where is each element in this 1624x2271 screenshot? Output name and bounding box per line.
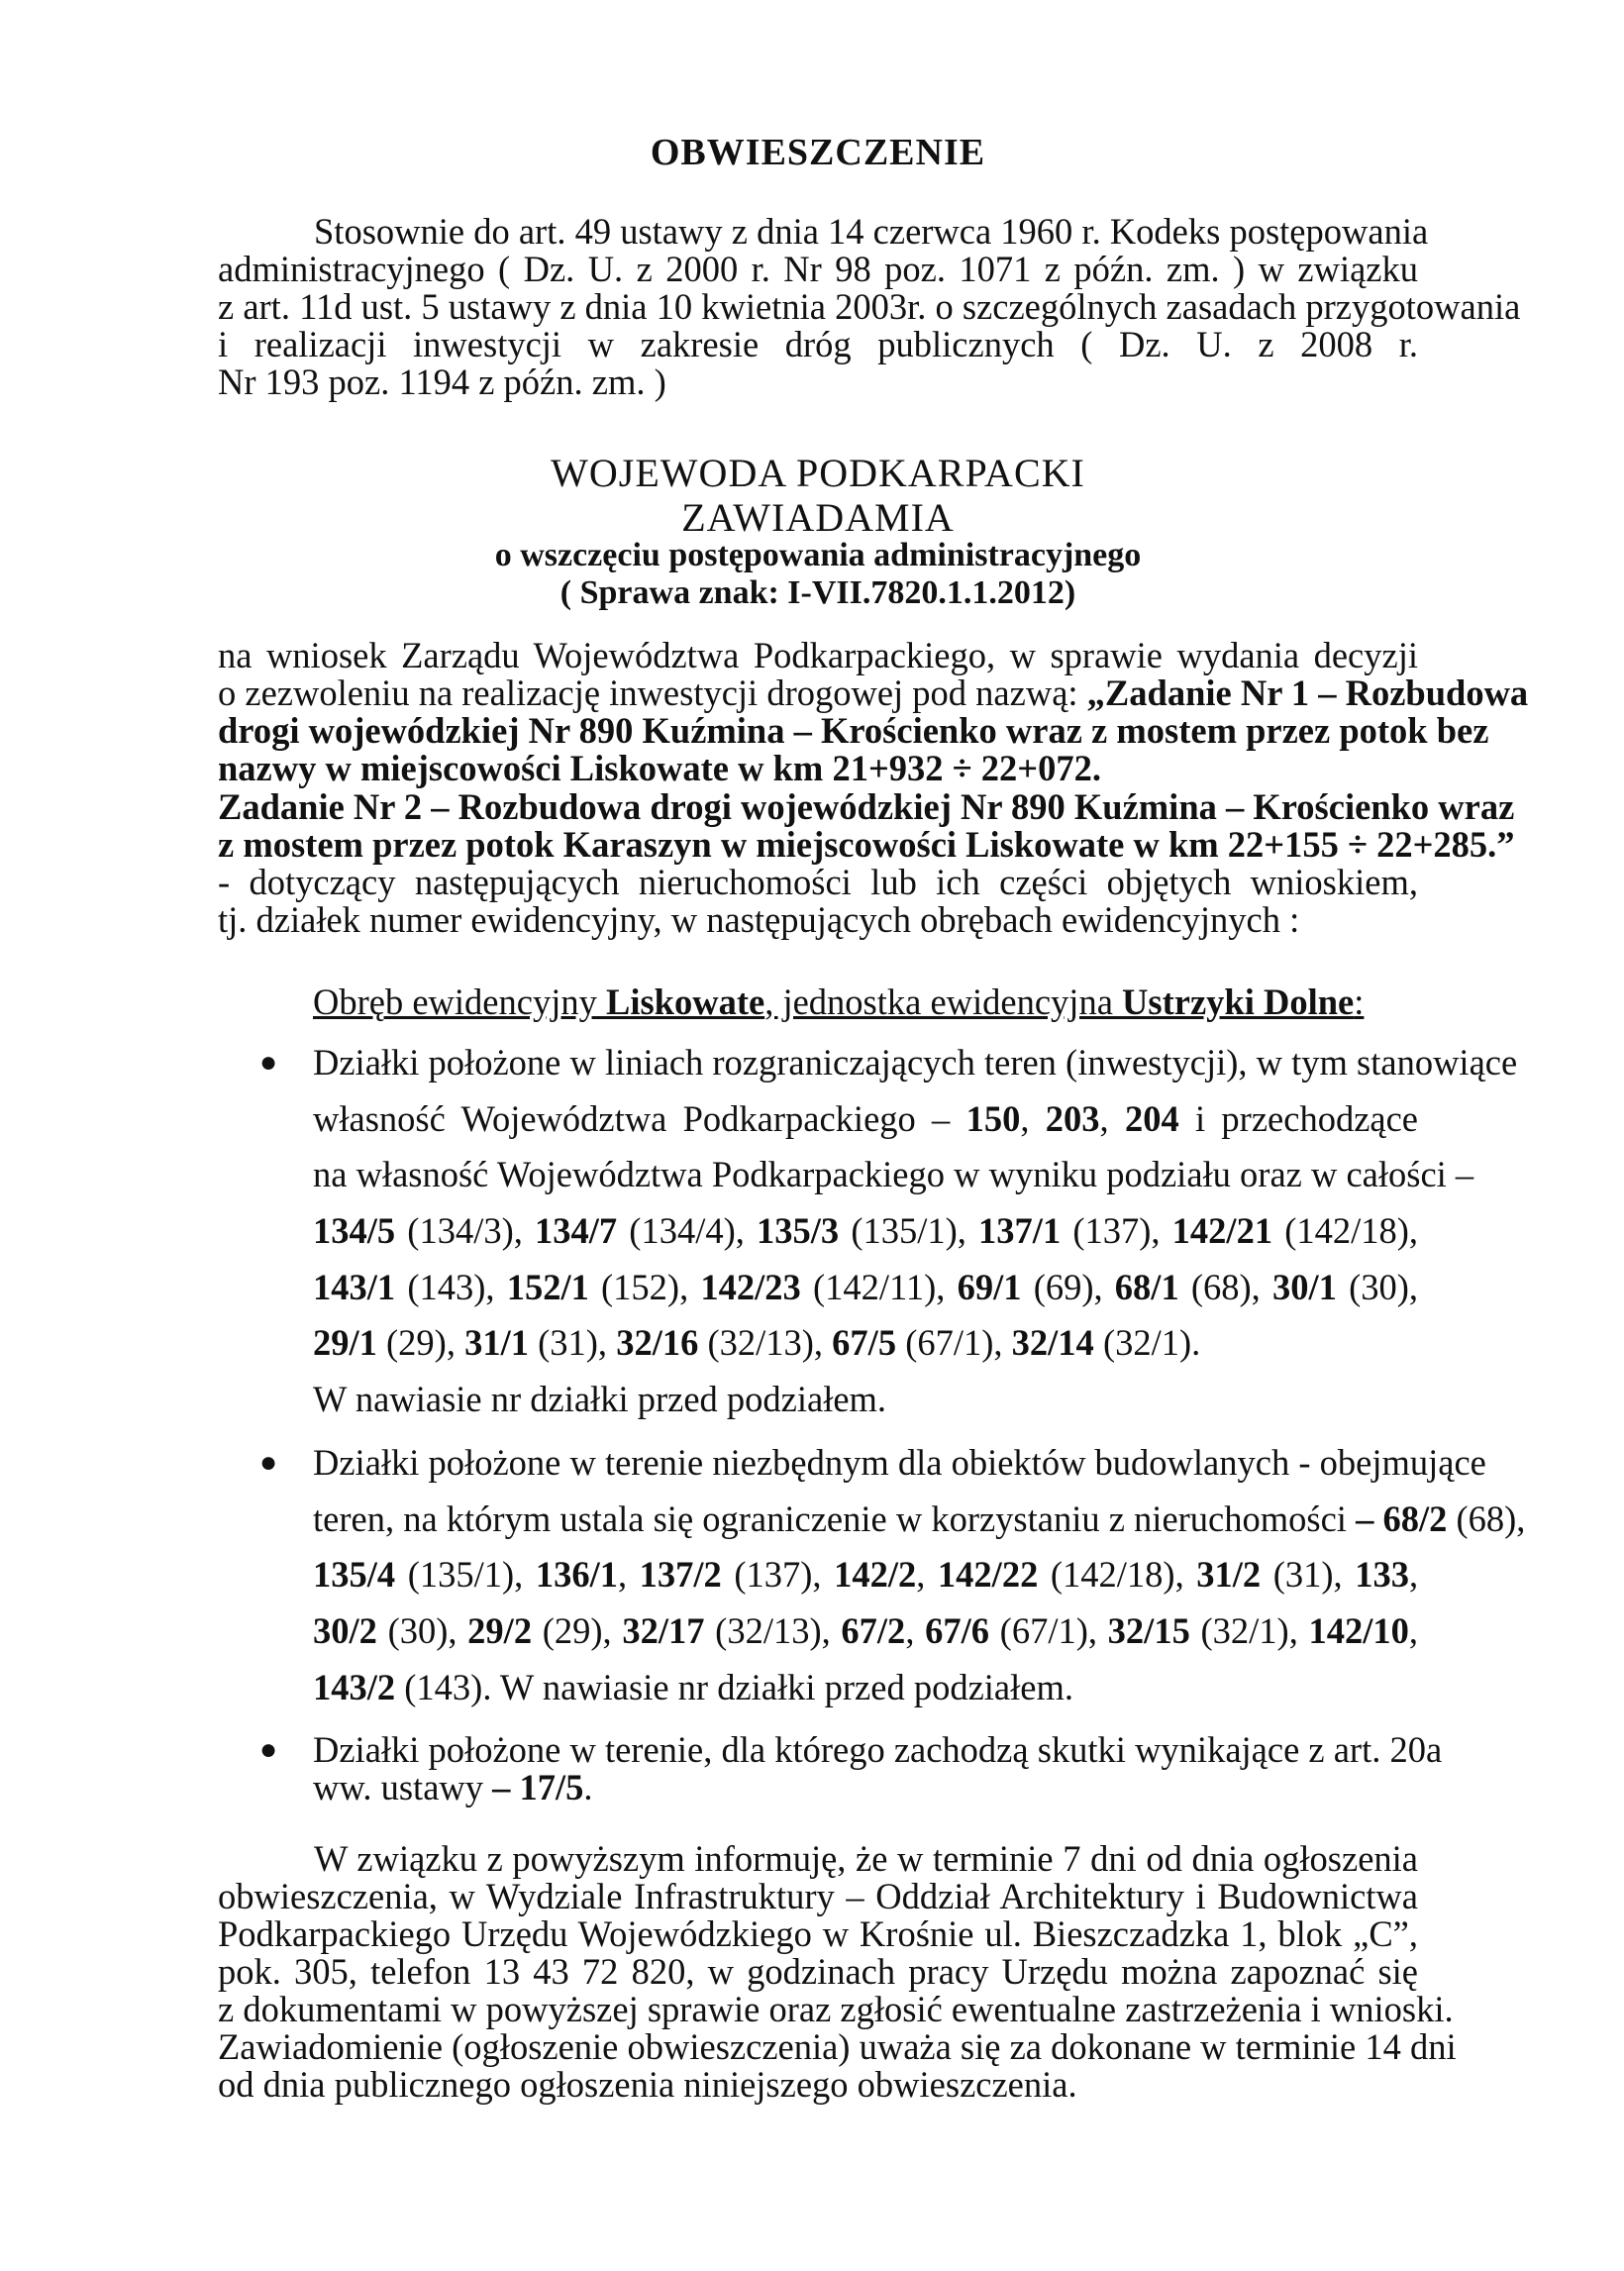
- parcel-number: 134/5: [313, 1210, 396, 1251]
- text-run: własność Województwa Podkarpackiego –: [313, 1098, 966, 1139]
- closing-line: obwieszczenia, w Wydziale Infrastruktury – Oddział Architektury i Budownictwa: [218, 1876, 1418, 1916]
- closing-line: pok. 305, telefon 13 43 72 820, w godzinach pracy Urzędu można zapoznać się: [218, 1951, 1418, 1992]
- parcel-number: 29/2: [467, 1610, 533, 1651]
- bullet-line: [313, 1097, 1418, 1141]
- authority-heading: WOJEWODA PODKARPACKI: [551, 451, 1085, 495]
- precinct-heading: Obręb ewidencyjny Liskowate, jednostka ewidencyjna Ustrzyki Dolne:: [313, 981, 1365, 1022]
- parcel-number: 143/2: [313, 1667, 396, 1707]
- parcel-number: 133: [1355, 1554, 1409, 1595]
- parcel-number: 142/22: [937, 1554, 1039, 1595]
- closing-line: od dnia publicznego ogłoszenia niniejszego obwieszczenia.: [218, 2064, 1077, 2105]
- document-title: OBWIESZCZENIE: [650, 132, 986, 173]
- text-run: ,: [1020, 1098, 1046, 1139]
- text-run: ,: [905, 1610, 926, 1651]
- bullet-line: [313, 1321, 1418, 1365]
- bullet-line: [313, 1553, 1418, 1597]
- closing-line: Zawiadomienie (ogłoszenie obwieszczenia) uważa się za dokonane w terminie 14 dni: [218, 2026, 1457, 2067]
- request-line: Zadanie Nr 2 – Rozbudowa drogi wojewódzkiej Nr 890 Kuźmina – Krościenko wraz: [218, 786, 1515, 827]
- bullet-line: [313, 1766, 1418, 1809]
- bullet-line: [313, 1266, 1418, 1309]
- text-run: (67/1),: [989, 1610, 1108, 1651]
- bullet-line: [313, 1609, 1418, 1653]
- bullet-line: na własność Województwa Podkarpackiego w wyniku podziału oraz w całości –: [313, 1154, 1474, 1194]
- intro-line: i realizacji inwestycji w zakresie dróg publicznych ( Dz. U. z 2008 r.: [218, 324, 1418, 364]
- request-line: na wniosek Zarządu Województwa Podkarpackiego, w sprawie wydania decyzji: [218, 635, 1418, 675]
- text-run: (67/1),: [896, 1322, 1012, 1363]
- text-run: (29),: [376, 1322, 465, 1363]
- intro-line: administracyjnego ( Dz. U. z 2000 r. Nr 98 poz. 1071 z późn. zm. ) w związku: [218, 249, 1418, 289]
- text-run: (32/1).: [1093, 1322, 1201, 1363]
- parcel-number: 29/1: [313, 1322, 377, 1363]
- closing-line: W związku z powyższym informuję, że w terminie 7 dni od dnia ogłoszenia: [314, 1838, 1418, 1879]
- closing-line: Podkarpackiego Urzędu Wojewódzkiego w Krośnie ul. Bieszczadzka 1, blok „C”,: [218, 1913, 1418, 1954]
- text-run: ,: [1408, 1554, 1419, 1595]
- parcel-number: 134/7: [535, 1210, 618, 1251]
- parcel-number: 32/14: [1011, 1322, 1094, 1363]
- bullet-dot: ●: [259, 1733, 278, 1766]
- bullet-line: [313, 1209, 1418, 1253]
- parcel-number: 142/23: [700, 1267, 801, 1307]
- text-run: (69),: [1021, 1267, 1115, 1307]
- parcel-number: 150: [965, 1098, 1021, 1139]
- parcel-number: 204: [1124, 1098, 1179, 1139]
- parcel-number: 32/15: [1107, 1610, 1190, 1651]
- parcel-number: 142/10: [1308, 1610, 1409, 1651]
- parcel-number: 135/4: [313, 1554, 396, 1595]
- text-run: (32/1),: [1189, 1610, 1309, 1651]
- text-run: ww. ustawy: [313, 1767, 493, 1807]
- parcel-number: 30/1: [1271, 1267, 1337, 1307]
- intro-line: z art. 11d ust. 5 ustawy z dnia 10 kwietnia 2003r. o szczególnych zasadach przygotowania: [218, 286, 1521, 327]
- text-run: (143),: [395, 1267, 507, 1307]
- text-run: ,: [617, 1554, 640, 1595]
- text-run: (31),: [529, 1322, 617, 1363]
- parcel-number: 31/1: [464, 1322, 529, 1363]
- bullet-line: Działki położone w liniach rozgraniczających teren (inwestycji), w tym stanowiące: [313, 1042, 1518, 1083]
- text-run: ,: [916, 1554, 938, 1595]
- parcel-number: – 68/2: [1356, 1498, 1448, 1539]
- request-line: z mostem przez potok Karaszyn w miejscowości Liskowate w km 22+155 ÷ 22+285.”: [218, 824, 1515, 865]
- request-line: tj. działek numer ewidencyjny, w następujących obrębach ewidencyjnych :: [218, 899, 1300, 940]
- text-run: (68),: [1447, 1498, 1526, 1539]
- text-run: (30),: [1336, 1267, 1418, 1307]
- parcel-number: 32/16: [616, 1322, 699, 1363]
- action-heading: ZAWIADAMIA: [681, 495, 955, 540]
- text-run: (134/3),: [395, 1210, 536, 1251]
- bullet-line: Działki położone w terenie, dla którego zachodzą skutki wynikające z art. 20a: [313, 1729, 1443, 1770]
- parcel-number: 67/2: [841, 1610, 906, 1651]
- text-run: (137),: [1061, 1210, 1172, 1251]
- parcel-number: 67/6: [925, 1610, 990, 1651]
- closing-line: z dokumentami w powyższej sprawie oraz zgłosić ewentualne zastrzeżenia i wnioski.: [218, 1989, 1454, 2029]
- parcel-number: 69/1: [957, 1267, 1022, 1307]
- parcel-number: 31/2: [1196, 1554, 1262, 1595]
- request-line: - dotyczący następujących nieruchomości lub ich części objętych wnioskiem,: [218, 862, 1418, 902]
- parcel-number: 137/2: [639, 1554, 722, 1595]
- request-line: nazwy w miejscowości Liskowate w km 21+932 ÷ 22+072.: [218, 748, 1101, 788]
- text-run: i przechodzące: [1178, 1098, 1418, 1139]
- parcel-number: 142/21: [1171, 1210, 1273, 1251]
- text-run: .: [583, 1767, 593, 1807]
- request-line: drogi wojewódzkiej Nr 890 Kuźmina – Krościenko wraz z mostem przez potok bez: [218, 710, 1489, 751]
- text-run: (142/11),: [800, 1267, 958, 1307]
- text-run: (32/13),: [698, 1322, 833, 1363]
- subject-heading: o wszczęciu postępowania administracyjnego: [494, 537, 1142, 573]
- parcel-number: 203: [1045, 1098, 1100, 1139]
- bullet-line: [313, 1666, 1418, 1709]
- parcel-number: 68/1: [1114, 1267, 1179, 1307]
- text-run: (142/18),: [1272, 1210, 1419, 1251]
- parcel-number: 32/17: [622, 1610, 705, 1651]
- text-run: (32/13),: [704, 1610, 842, 1651]
- text-run: (143). W nawiasie nr działki przed podziałem.: [395, 1667, 1073, 1707]
- case-reference: ( Sprawa znak: I-VII.7820.1.1.2012): [559, 574, 1076, 611]
- text-run: (31),: [1261, 1554, 1356, 1595]
- parcel-number: 135/3: [757, 1210, 840, 1251]
- text-run: (30),: [376, 1610, 468, 1651]
- intro-line: Stosownie do art. 49 ustawy z dnia 14 czerwca 1960 r. Kodeks postępowania: [314, 211, 1429, 252]
- parcel-number: 30/2: [313, 1610, 377, 1651]
- text-run: ,: [1408, 1610, 1419, 1651]
- text-run: (135/1),: [395, 1554, 536, 1595]
- bullet-note: W nawiasie nr działki przed podziałem.: [313, 1379, 887, 1419]
- request-line: o zezwoleniu na realizację inwestycji drogowej pod nazwą: „Zadanie Nr 1 – Rozbudowa: [218, 672, 1529, 713]
- parcel-number: 137/1: [978, 1210, 1062, 1251]
- parcel-number: 143/1: [313, 1267, 396, 1307]
- text-run: (134/4),: [617, 1210, 758, 1251]
- text-run: (68),: [1178, 1267, 1272, 1307]
- text-run: (152),: [588, 1267, 701, 1307]
- bullet-line: Działki położone w terenie niezbędnym dla obiektów budowlanych - obejmujące: [313, 1442, 1486, 1483]
- text-run: ,: [1099, 1098, 1125, 1139]
- bullet-line: [313, 1497, 1526, 1541]
- text-run: (137),: [721, 1554, 835, 1595]
- bullet-dot: ●: [259, 1446, 278, 1479]
- parcel-number: 142/2: [834, 1554, 917, 1595]
- intro-line: Nr 193 poz. 1194 z późn. zm. ): [218, 361, 666, 402]
- parcel-number: – 17/5: [492, 1767, 584, 1807]
- parcel-number: 67/5: [832, 1322, 897, 1363]
- text-run: (142/18),: [1038, 1554, 1197, 1595]
- parcel-number: 136/1: [535, 1554, 618, 1595]
- text-run: (29),: [532, 1610, 623, 1651]
- parcel-number: 152/1: [506, 1267, 589, 1307]
- text-run: teren, na którym ustala się ograniczenie w korzystaniu z nieruchomości: [313, 1498, 1357, 1539]
- bullet-dot: ●: [259, 1046, 278, 1079]
- text-run: (135/1),: [839, 1210, 979, 1251]
